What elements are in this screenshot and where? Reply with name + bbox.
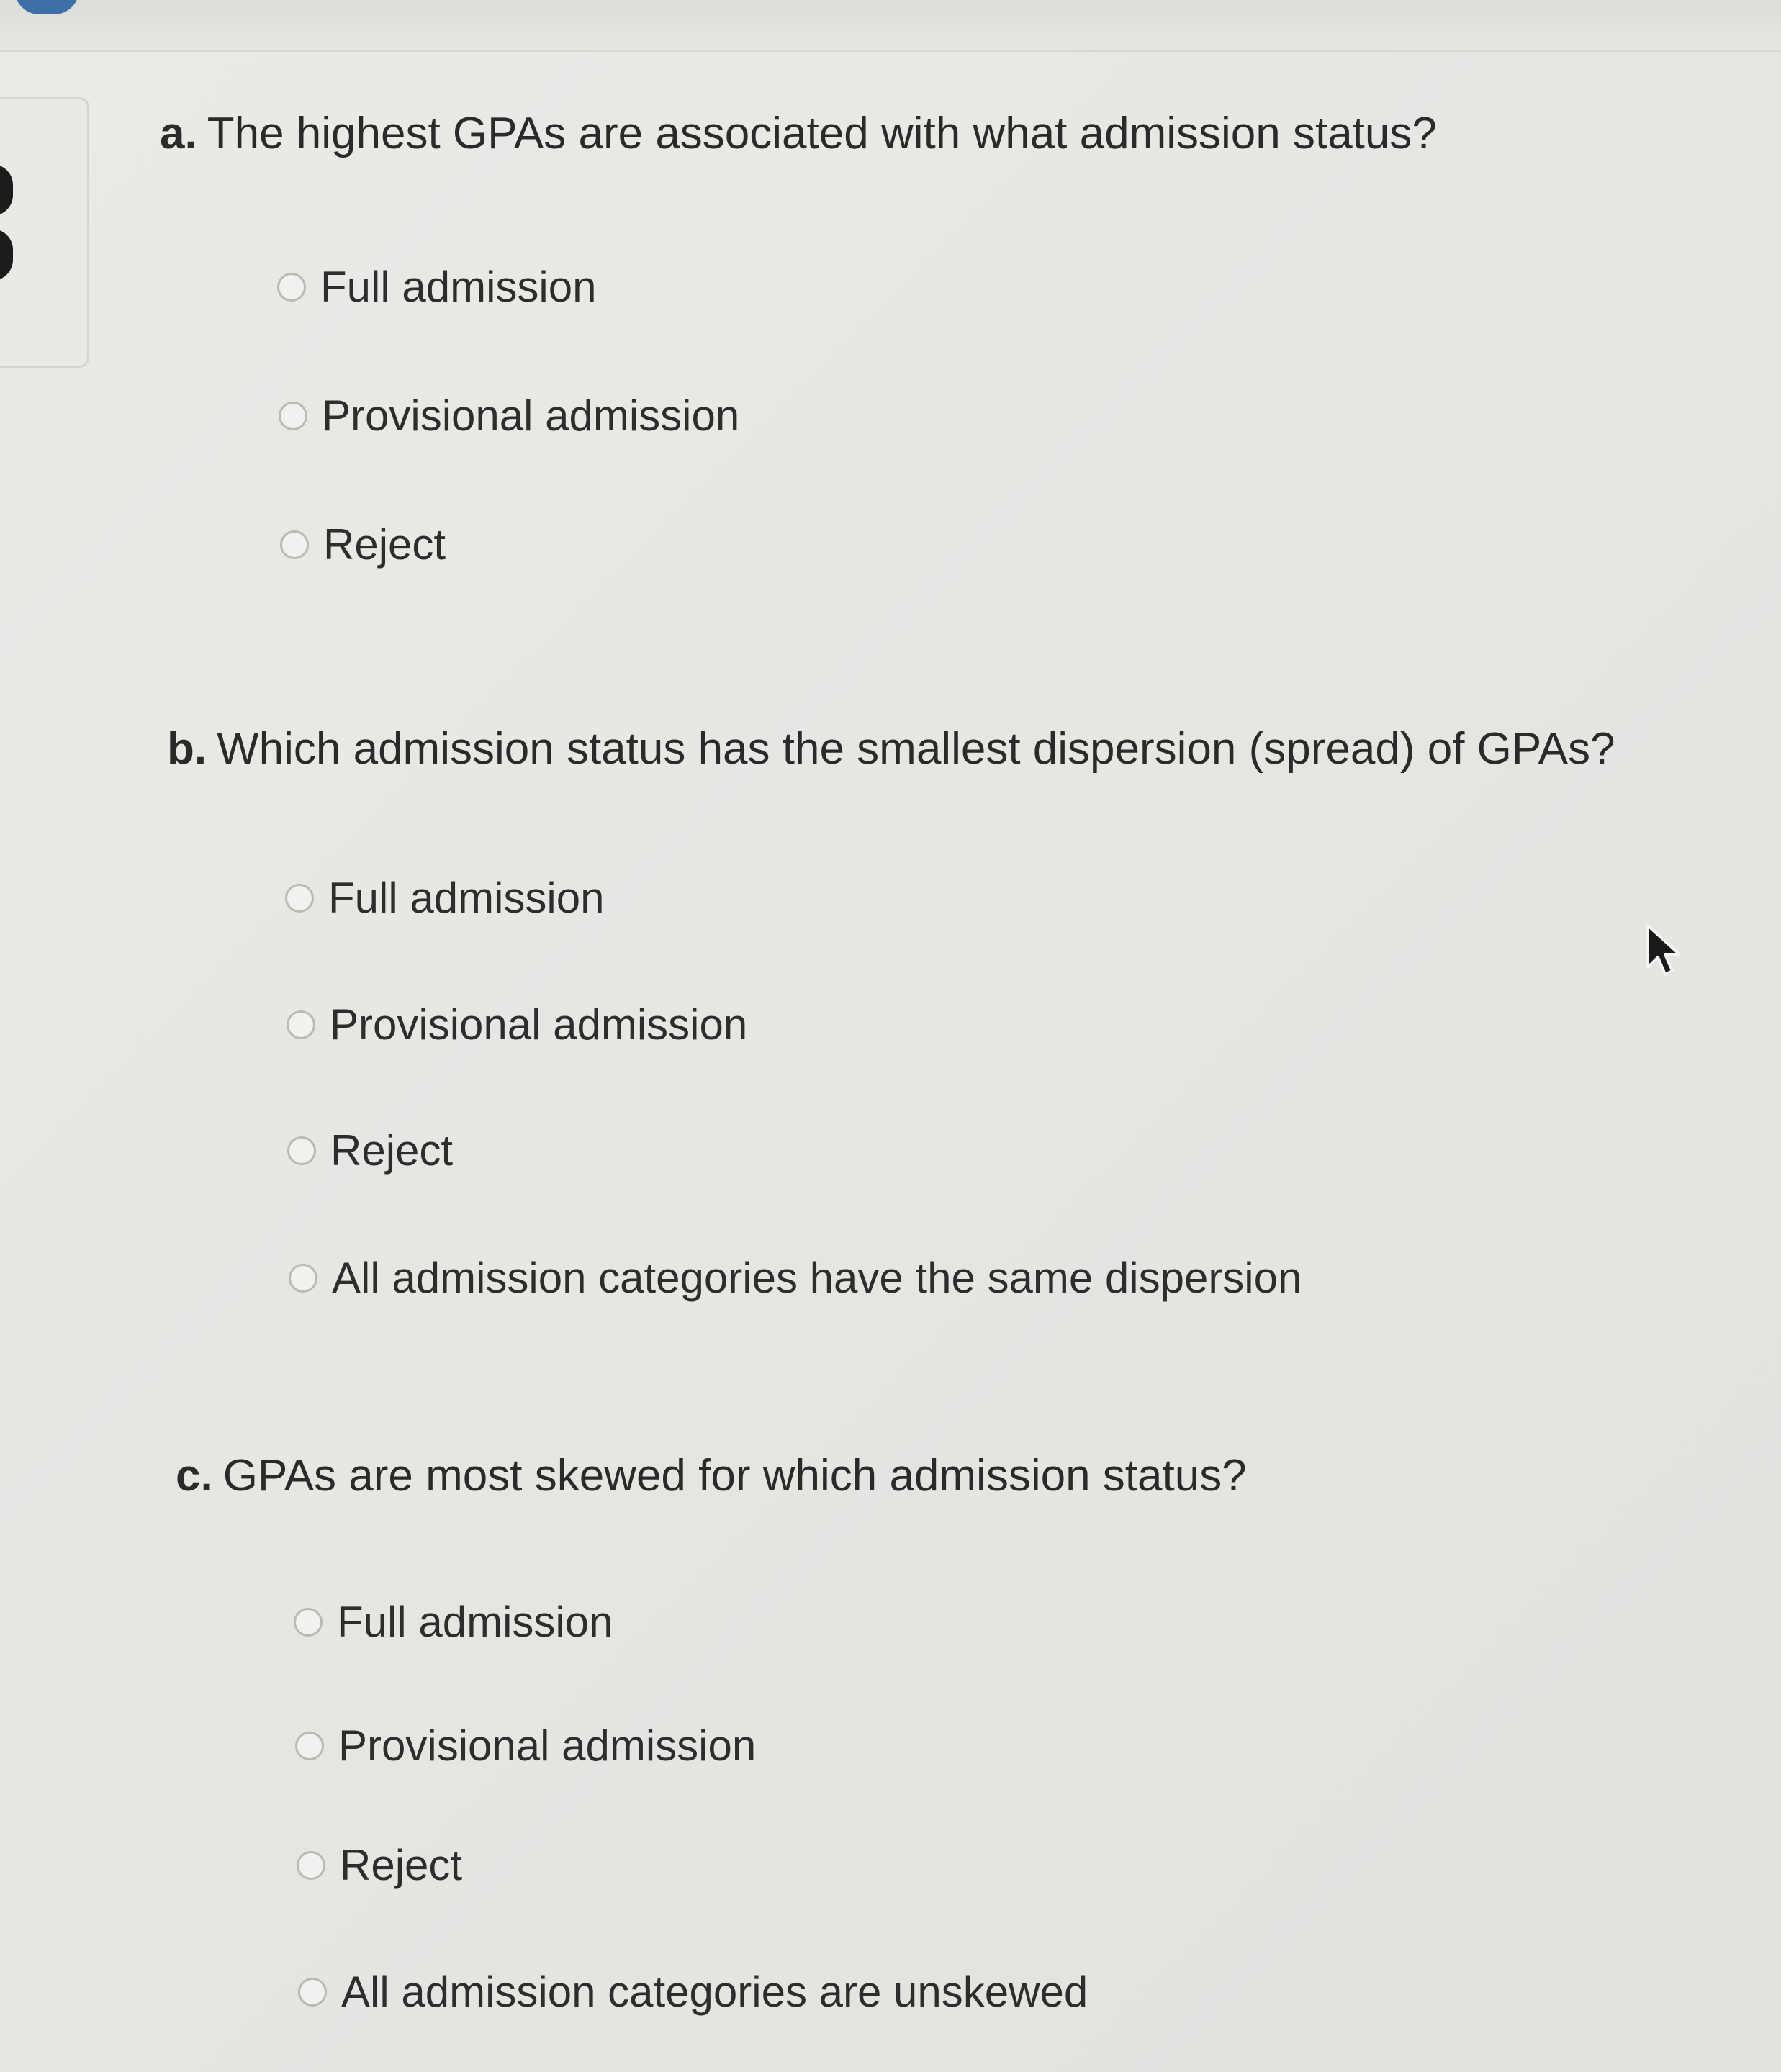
option-label: Provisional admission [322, 392, 740, 440]
option-label: Full admission [328, 874, 605, 922]
radio-button-icon[interactable] [280, 530, 309, 559]
side-panel [0, 97, 89, 368]
option-label: Full admission [320, 263, 597, 311]
radio-button-icon[interactable] [295, 1732, 324, 1760]
option-a-reject[interactable] [280, 520, 446, 569]
option-a-full-admission[interactable] [277, 262, 596, 312]
option-label: Full admission [337, 1598, 613, 1646]
option-c-provisional-admission[interactable] [295, 1721, 756, 1770]
question-a [160, 108, 1437, 159]
option-c-all-unskewed[interactable] [298, 1967, 1088, 2017]
option-b-reject[interactable] [287, 1126, 453, 1175]
radio-button-icon[interactable] [294, 1608, 323, 1637]
option-a-provisional-admission[interactable] [279, 391, 739, 440]
question-letter: a. [160, 109, 197, 158]
question-text: GPAs are most skewed for which admission status? [222, 1451, 1247, 1501]
radio-button-icon[interactable] [298, 1978, 327, 2007]
option-label: Reject [323, 520, 446, 569]
option-b-provisional-admission[interactable] [287, 1000, 747, 1049]
radio-button-icon[interactable] [289, 1264, 317, 1293]
option-b-all-same[interactable] [289, 1253, 1302, 1303]
radio-button-icon[interactable] [279, 402, 307, 430]
radio-button-icon[interactable] [287, 1136, 316, 1165]
nav-badge-icon[interactable] [14, 0, 79, 14]
option-label: Reject [340, 1841, 463, 1889]
top-bar [0, 0, 1781, 52]
option-b-full-admission[interactable] [285, 873, 604, 923]
question-letter: b. [167, 724, 207, 774]
option-label: All admission categories have the same dispersion [332, 1254, 1302, 1302]
mouse-pointer-icon [1645, 923, 1688, 980]
question-text: Which admission status has the smallest dispersion (spread) of GPAs? [217, 724, 1615, 774]
question-text: The highest GPAs are associated with what admission status? [207, 109, 1437, 158]
option-c-reject[interactable] [297, 1840, 462, 1890]
radio-button-icon[interactable] [285, 884, 314, 913]
option-label: Provisional admission [338, 1722, 757, 1770]
radio-button-icon[interactable] [287, 1010, 315, 1039]
option-c-full-admission[interactable] [294, 1597, 613, 1647]
question-b [167, 723, 1615, 774]
radio-button-icon[interactable] [277, 273, 306, 302]
option-label: Reject [330, 1126, 454, 1175]
radio-button-icon[interactable] [297, 1851, 325, 1880]
question-letter: c. [176, 1451, 213, 1501]
option-label: All admission categories are unskewed [341, 1968, 1088, 2016]
option-label: Provisional admission [330, 1000, 748, 1049]
question-c [176, 1450, 1247, 1501]
